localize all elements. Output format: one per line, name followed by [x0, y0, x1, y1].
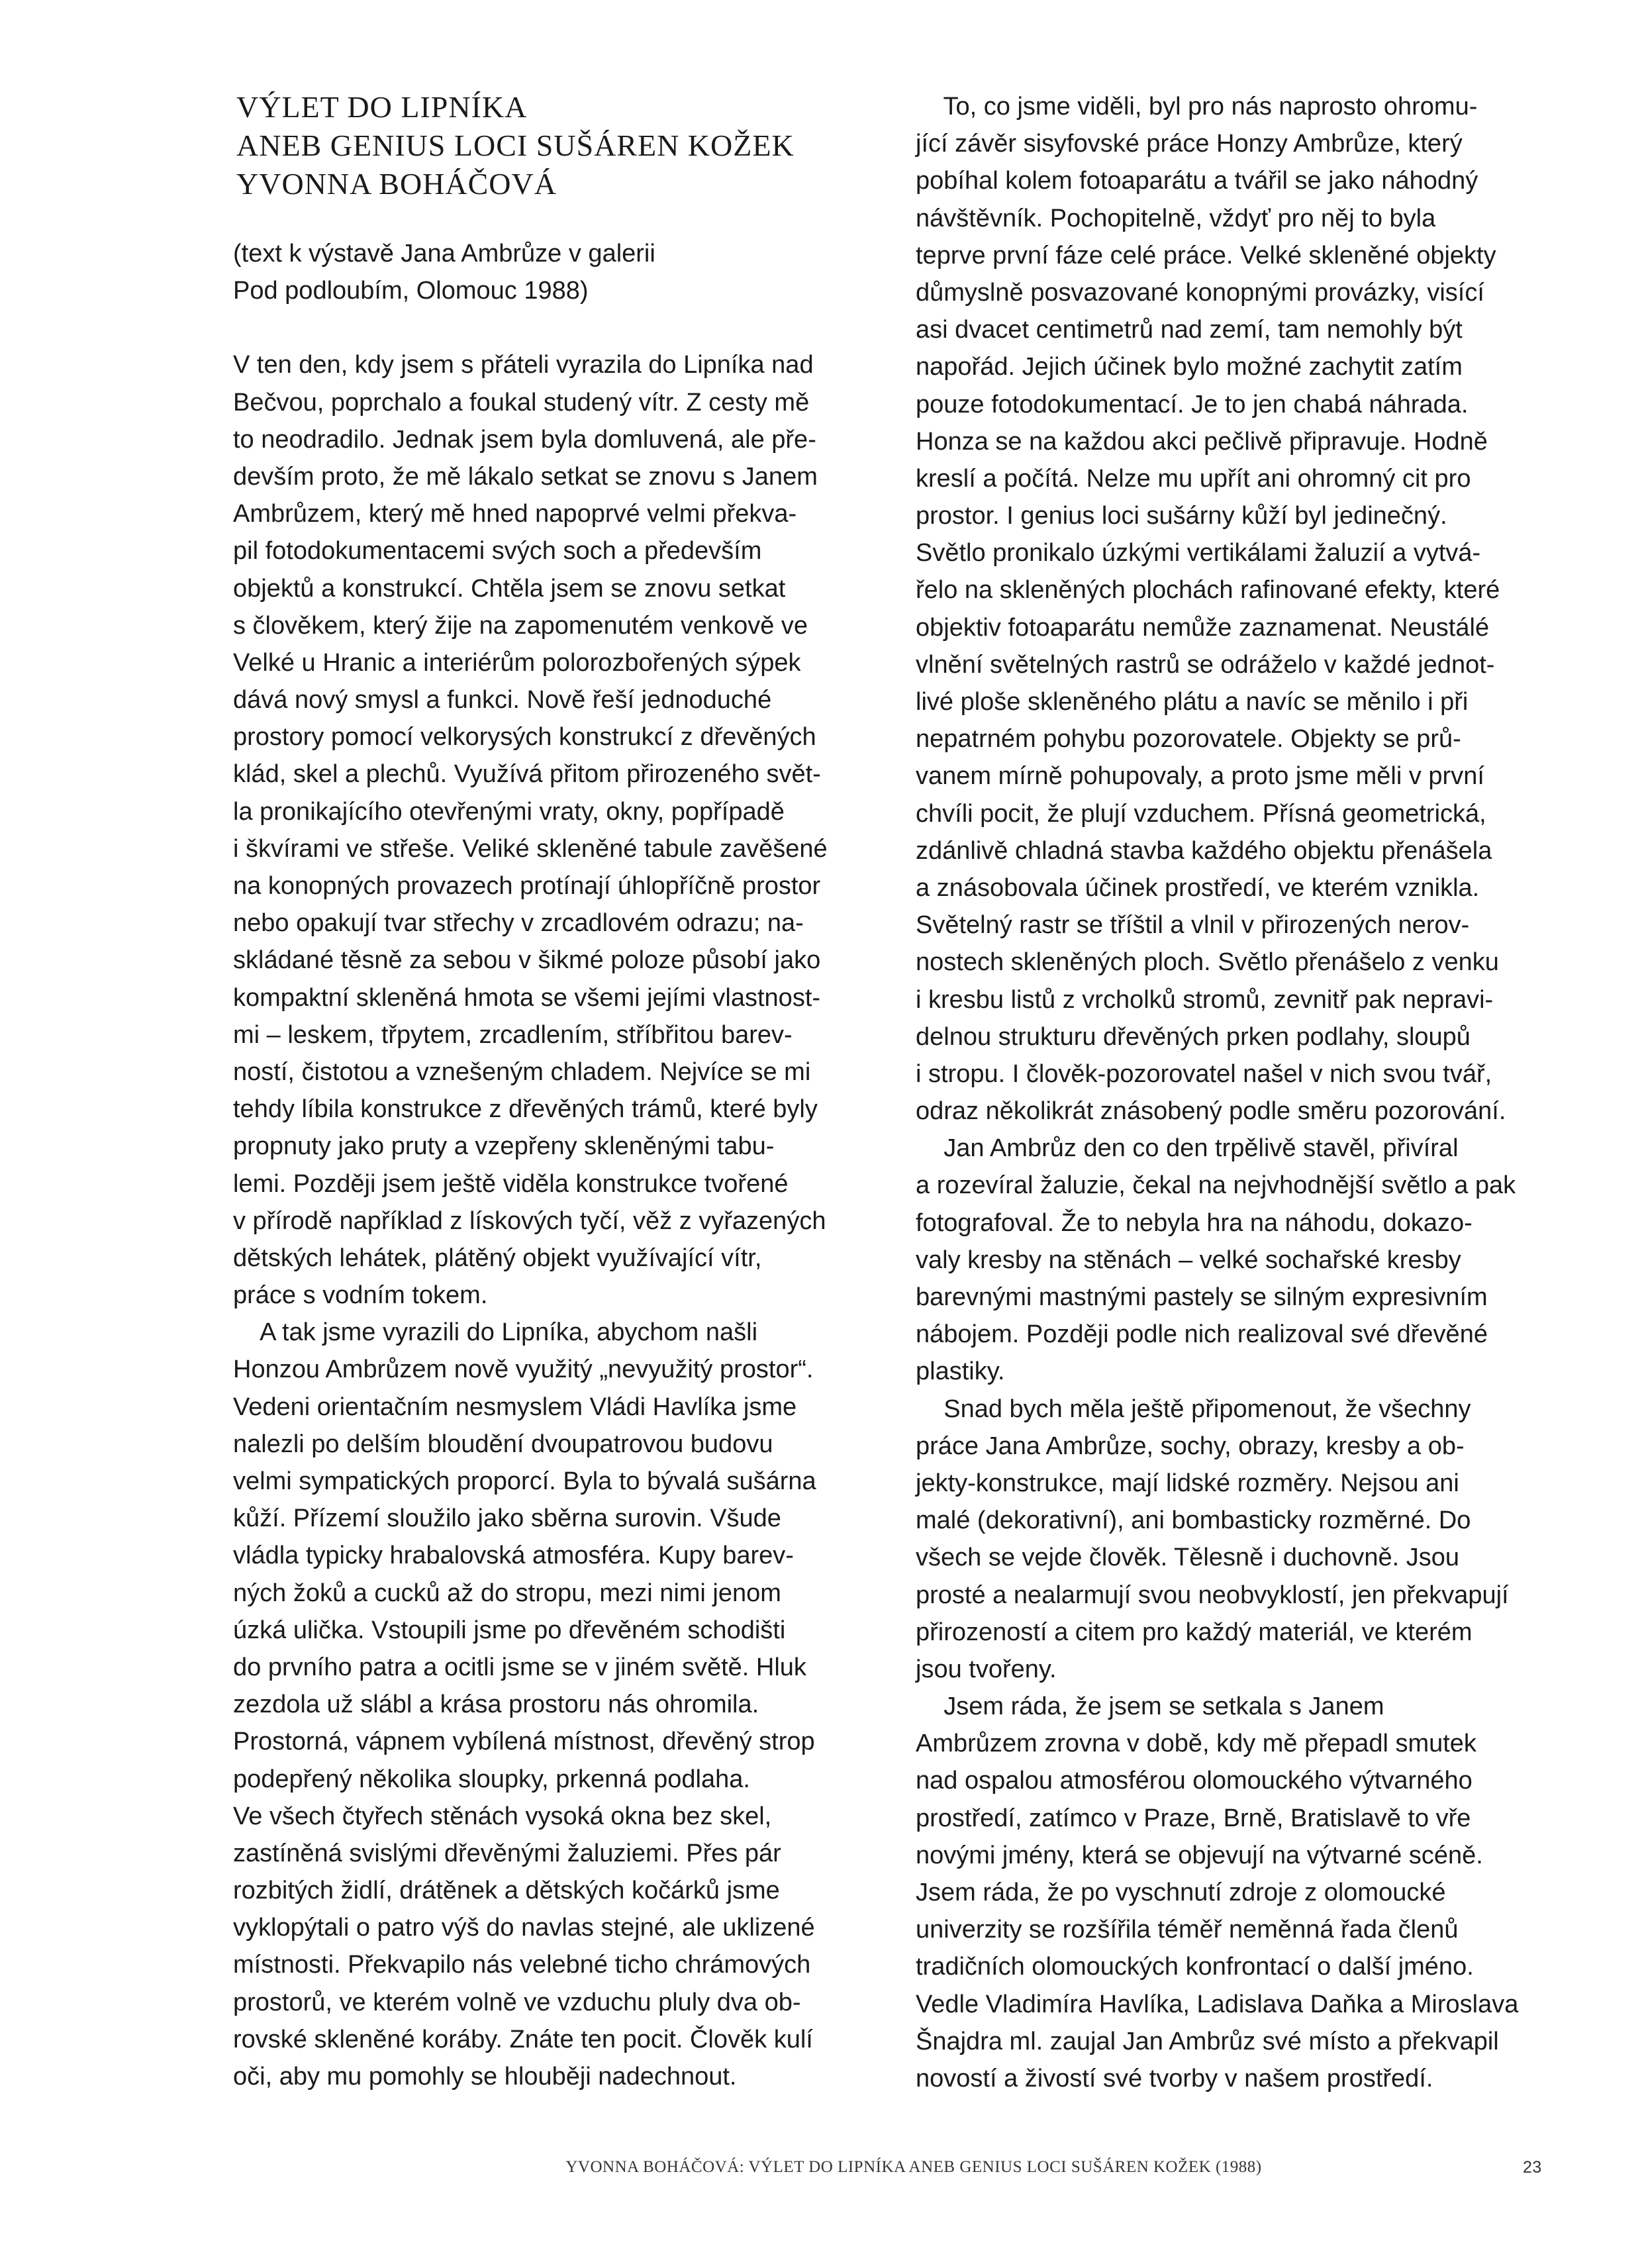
text-line: Velké u Hranic a interiérům polorozbořených sýpek — [233, 648, 801, 677]
text-line: vanem mírně pohupovaly, a proto jsme měli v první — [916, 762, 1484, 791]
text-line: objektiv fotoaparátu nemůže zaznamenat. Neustálé — [916, 613, 1490, 642]
text-line: dává nový smysl a funkci. Nově řeší jednoduché — [233, 686, 772, 715]
text-line: prosté a nealarmují svou neobvyklostí, jen překvapují — [916, 1581, 1509, 1609]
text-line: plastiky. — [916, 1357, 1005, 1386]
text-line: podepřený několika sloupky, prkenná podlaha. — [233, 1765, 750, 1793]
article-title — [236, 88, 898, 203]
text-line: Světlo pronikalo úzkými vertikálami žaluzií a vytvá- — [916, 539, 1481, 567]
text-line: delnou strukturu dřevěných prken podlahy, sloupů — [916, 1022, 1471, 1051]
text-line: kreslí a počítá. Nelze mu upřít ani ohromný cit pro — [916, 464, 1471, 493]
text-line: zdánlivě chladná stavba každého objektu přenášela — [916, 836, 1492, 865]
text-line: jekty-konstrukce, mají lidské rozměry. Nejsou ani — [916, 1469, 1459, 1497]
text-line: objektů a konstrukcí. Chtěla jsem se znovu setkat — [233, 574, 786, 603]
text-line: livé ploše skleněného plátu a navíc se měnilo i při — [916, 688, 1469, 716]
running-head: YVONNA BOHÁČOVÁ: VÝLET DO LIPNÍKA ANEB GENIUS LOCI SUŠÁREN KOŽEK (1988) — [565, 2158, 1262, 2176]
text-line: mi – leskem, třpytem, zrcadlením, stříbřitou barev- — [233, 1020, 793, 1049]
text-line: oči, aby mu pomohly se hlouběji nadechnout. — [233, 2063, 737, 2091]
title-line: ANEB GENIUS LOCI SUŠÁREN KOŽEK — [236, 128, 795, 162]
text-line: Jan Ambrůz den co den trpělivě stavěl, přivíral — [916, 1134, 1459, 1163]
text-line: důmyslně posvazované konopnými provázky, visící — [916, 278, 1484, 307]
text-line: tehdy líbila konstrukce z dřevěných trámů, které byly — [233, 1095, 818, 1124]
text-line: jsou tvořeny. — [916, 1655, 1057, 1683]
subtitle-line: (text k výstavě Jana Ambrůze v galerii — [233, 240, 655, 268]
text-line: úzká ulička. Vstoupili jsme po dřevěném schodišti — [233, 1616, 786, 1644]
text-line: novostí a živostí své tvorby v našem prostředí. — [916, 2064, 1433, 2093]
text-line: barevnými mastnými pastely se silným expresivním — [916, 1283, 1488, 1311]
text-line: vyklopýtali o patro výš do navlas stejné, ale uklizené — [233, 1914, 815, 1942]
text-line: Ve všech čtyřech stěnách vysoká okna bez skel, — [233, 1802, 772, 1830]
text-line: propnuty jako pruty a vzepřeny skleněnými tabu- — [233, 1132, 775, 1161]
text-line: všech se vejde člověk. Tělesně i duchovně. Jsou — [916, 1544, 1459, 1572]
text-line: rozbitých židlí, drátěnek a dětských kočárků jsme — [233, 1877, 780, 1905]
text-line: teprve první fáze celé práce. Velké skleněné objekty — [916, 241, 1496, 270]
text-line: rovské skleněné koráby. Znáte ten pocit. Člověk kulí — [233, 2025, 813, 2053]
author-name: YVONNA BOHÁČOVÁ — [236, 167, 557, 201]
text-line: místnosti. Překvapilo nás velebné ticho chrámových — [233, 1951, 811, 1979]
text-line: vládla typicky hrabalovská atmosféra. Kupy barev- — [233, 1542, 794, 1570]
paragraph-gap — [233, 309, 915, 346]
text-line: chvíli pocit, že plují vzduchem. Přísná geometrická, — [916, 799, 1486, 828]
text-line: prostor. I genius loci sušárny kůží byl jedinečný. — [916, 502, 1447, 530]
text-line: odraz několikrát znásobený podle směru pozorování. — [916, 1097, 1506, 1126]
text-line: a znásobovala účinek prostředí, ve kterém vznikla. — [916, 873, 1480, 902]
text-line: Honzou Ambrůzem nově využitý „nevyužitý prostor“. — [233, 1356, 814, 1384]
text-line: Ambrůzem, který mě hned napoprvé velmi překva- — [233, 500, 797, 528]
text-line: zezdola už slábl a krása prostoru nás ohromila. — [233, 1691, 759, 1719]
text-line: novými jmény, která se objevují na výtvarné scéně. — [916, 1841, 1483, 1869]
text-line: nad ospalou atmosférou olomouckého výtvarného — [916, 1767, 1473, 1795]
text-line: i stropu. I člověk-pozorovatel našel v nich svou tvář, — [916, 1060, 1492, 1088]
text-line: i kresbu listů z vrcholků stromů, zevnitř pak nepravi- — [916, 985, 1494, 1014]
text-line: Světelný rastr se tříštil a vlnil v přirozených nerov- — [916, 911, 1470, 940]
text-line: to neodradilo. Jednak jsem byla domluvená, ale pře- — [233, 425, 816, 454]
text-line: pil fotodokumentacemi svých soch a především — [233, 537, 762, 566]
text-line: Jsem ráda, že po vyschnutí zdroje z olomoucké — [916, 1879, 1446, 1906]
text-line: devším proto, že mě lákalo setkat se znovu s Janem — [233, 462, 818, 491]
text-line: Vedeni orientačním nesmyslem Vládi Havlíka jsme — [233, 1393, 797, 1421]
text-line: kompaktní skleněná hmota se všemi jejími vlastnost- — [233, 983, 821, 1012]
text-line: nebo opakují tvar střechy v zrcadlovém odrazu; na- — [233, 909, 804, 938]
text-line: nábojem. Později podle nich realizoval své dřevěné — [916, 1320, 1488, 1349]
text-line: Snad bych měla ještě připomenout, že všechny — [916, 1395, 1471, 1423]
text-line: V ten den, kdy jsem s přáteli vyrazila do Lipníka nad — [233, 351, 814, 379]
text-line: řelo na skleněných plochách rafinované efekty, které — [916, 576, 1500, 605]
text-line: s člověkem, který žije na zapomenutém venkově ve — [233, 611, 808, 640]
text-line: i škvírami ve střeše. Veliké skleněné tabule zavěšené — [233, 834, 828, 863]
text-line: velmi sympatických proporcí. Byla to bývalá sušárna — [233, 1467, 816, 1495]
text-line: jící závěr sisyfovské práce Honzy Ambrůze, který — [916, 130, 1463, 158]
text-line: práce Jana Ambrůze, sochy, obrazy, kresby a ob- — [916, 1432, 1465, 1460]
text-line: dětských lehátek, plátěný objekt využívající vítr, — [233, 1244, 762, 1272]
text-line: malé (dekorativní), ani bombasticky rozměrné. Do — [916, 1506, 1471, 1535]
subtitle-line: Pod podloubím, Olomouc 1988) — [233, 277, 589, 305]
text-line: valy kresby na stěnách – velké sochařské kresby — [916, 1246, 1461, 1274]
text-line: ných žoků a cucků až do stropu, mezi nimi jenom — [233, 1579, 781, 1607]
text-line: nostech skleněných ploch. Světlo přenášelo z venku — [916, 948, 1499, 977]
text-line: tradičních olomouckých konfrontací o další jméno. — [916, 1953, 1474, 1981]
text-line: Honza se na každou akci pečlivě připravuje. Hodně — [916, 427, 1488, 456]
left-text-column — [233, 235, 915, 2095]
page-number: 23 — [1523, 2158, 1542, 2177]
text-line: Vedle Vladimíra Havlíka, Ladislava Daňka a Miroslava — [916, 1990, 1519, 2018]
text-line: prostory pomocí velkorysých konstrukcí z dřevěných — [233, 723, 816, 752]
text-line: univerzity se rozšířila téměř neměnná řada členů — [916, 1916, 1459, 1944]
text-line: návštěvník. Pochopitelně, vždyť pro něj to byla — [916, 204, 1436, 232]
text-line: přirozeností a citem pro každý materiál, ve kterém — [916, 1618, 1473, 1646]
text-line: asi dvacet centimetrů nad zemí, tam nemohly být — [916, 316, 1463, 344]
text-line: lemi. Později jsem ještě viděla konstrukce tvořené — [233, 1169, 789, 1198]
title-line: VÝLET DO LIPNÍKA — [236, 90, 528, 124]
right-text-column — [916, 88, 1578, 2097]
text-line: na konopných provazech protínají úhlopříčně prostor — [233, 872, 821, 900]
text-line: prostorů, ve kterém volně ve vzduchu pluly dva ob- — [233, 1988, 801, 2016]
text-line: skládané těsně za sebou v šikmé poloze působí jako — [233, 946, 821, 975]
text-line: napořád. Jejich účinek bylo možné zachytit zatím — [916, 353, 1463, 381]
text-line: do prvního patra a ocitli jsme se v jiném světě. Hluk — [233, 1653, 806, 1681]
text-line: zastíněná svislými dřevěnými žaluziemi. Přes pár — [233, 1839, 781, 1867]
text-line: prostředí, zatímco v Praze, Brně, Bratislavě to vře — [916, 1804, 1471, 1832]
text-line: vlnění světelných rastrů se odráželo v každé jednot- — [916, 650, 1495, 679]
text-line: kůží. Přízemí sloužilo jako sběrna surovin. Všude — [233, 1504, 781, 1533]
text-line: Jsem ráda, že jsem se setkala s Janem — [916, 1693, 1384, 1721]
text-line: Prostorná, vápnem vybílená místnost, dřevěný strop — [233, 1728, 815, 1756]
text-line: fotografoval. Že to nebyla hra na náhodu, dokazo- — [916, 1208, 1473, 1237]
text-line: v přírodě například z lískových tyčí, věž z vyřazených — [233, 1207, 826, 1235]
text-line: To, co jsme viděli, byl pro nás naprosto ohromu- — [916, 93, 1478, 121]
text-line: Ambrůzem zrovna v době, kdy mě přepadl smutek — [916, 1730, 1476, 1758]
text-line: nalezli po delším bloudění dvoupatrovou budovu — [233, 1430, 773, 1458]
text-line: klád, skel a plechů. Využívá přitom přirozeného svět- — [233, 760, 821, 789]
text-line: ností, čistotou a vznešeným chladem. Nejvíce se mi — [233, 1058, 811, 1086]
text-line: Šnajdra ml. zaujal Jan Ambrůz své místo a překvapil — [916, 2027, 1499, 2055]
text-line: Bečvou, poprchalo a foukal studený vítr. Z cesty mě — [233, 388, 810, 417]
text-line: práce s vodním tokem. — [233, 1281, 488, 1310]
text-line: la pronikajícího otevřenými vraty, okny, popřípadě — [233, 797, 785, 826]
text-line: pobíhal kolem fotoaparátu a tvářil se jako náhodný — [916, 167, 1478, 195]
text-line: a rozevíral žaluzie, čekal na nejvhodnější světlo a pak — [916, 1171, 1516, 1200]
text-line: pouze fotodokumentací. Je to jen chabá náhrada. — [916, 390, 1469, 419]
text-line: nepatrném pohybu pozorovatele. Objekty se prů- — [916, 725, 1461, 754]
text-line: A tak jsme vyrazili do Lipníka, abychom našli — [233, 1318, 758, 1347]
